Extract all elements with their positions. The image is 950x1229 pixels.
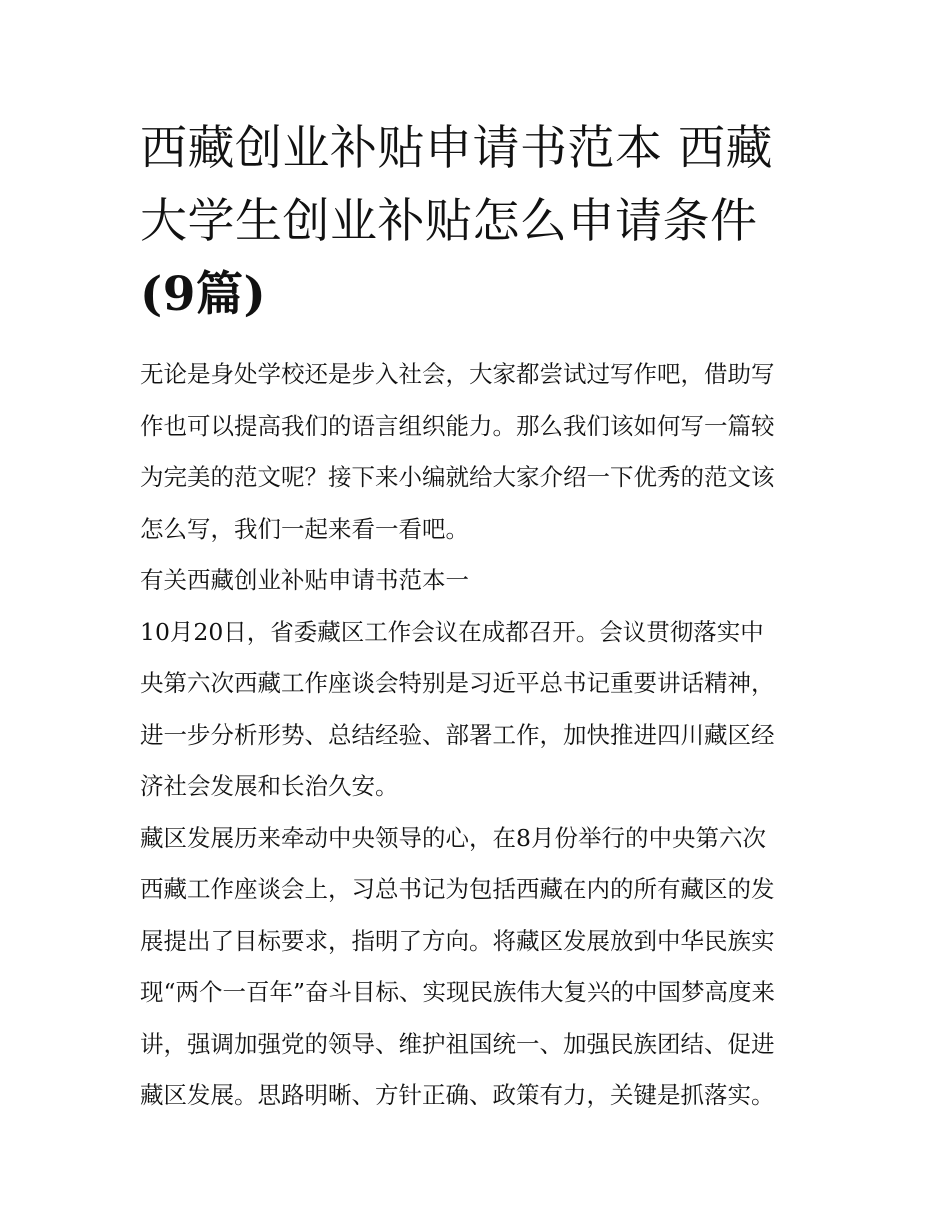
text-line: 为完美的范文呢？接下来小编就给大家介绍一下优秀的范文该 [140, 463, 775, 491]
body-paragraph [140, 607, 815, 813]
text-line: 西藏工作座谈会上，习总书记为包括西藏在内的所有藏区的发 [140, 875, 775, 903]
section-heading [140, 555, 815, 607]
text-line: 10月20日，省委藏区工作会议在成都召开。会议贯彻落实中 [140, 617, 764, 646]
text-line: 讲，强调加强党的领导、维护祖国统一、加强民族团结、促进 [140, 1029, 775, 1058]
document-body [140, 349, 815, 1122]
text-line: 有关西藏创业补贴申请书范本一 [140, 566, 469, 594]
text-line: 藏区发展。思路明晰、方针正确、政策有力，关键是抓落实。 [140, 1081, 775, 1109]
body-paragraph [140, 813, 815, 1122]
text-line: 现“两个一百年”奋斗目标、实现民族伟大复兴的中国梦高度来 [140, 978, 776, 1006]
text-line: 无论是身处学校还是步入社会，大家都尝试过写作吧，借助写 [140, 360, 775, 388]
text-line: 藏区发展历来牵动中央领导的心，在8月份举行的中央第六次 [140, 823, 766, 852]
text-line: 济社会发展和长治久安。 [140, 772, 399, 800]
text-line: 作也可以提高我们的语言组织能力。那么我们该如何写一篇较 [140, 411, 775, 440]
text-line: 展提出了目标要求，指明了方向。将藏区发展放到中华民族实 [140, 926, 775, 955]
title-line: 西藏创业补贴申请书范本 西藏 [140, 121, 773, 176]
title-line: 大学生创业补贴怎么申请条件 [140, 194, 758, 249]
intro-paragraph [140, 349, 815, 555]
document-page [140, 112, 815, 1122]
text-line: 进一步分析形势、总结经验、部署工作，加快推进四川藏区经 [140, 720, 775, 749]
title-line: (9篇) [140, 267, 267, 322]
text-line: 怎么写，我们一起来看一看吧。 [140, 514, 469, 543]
text-line: 央第六次西藏工作座谈会特别是习近平总书记重要讲话精神， [140, 669, 775, 697]
document-title [140, 112, 815, 331]
